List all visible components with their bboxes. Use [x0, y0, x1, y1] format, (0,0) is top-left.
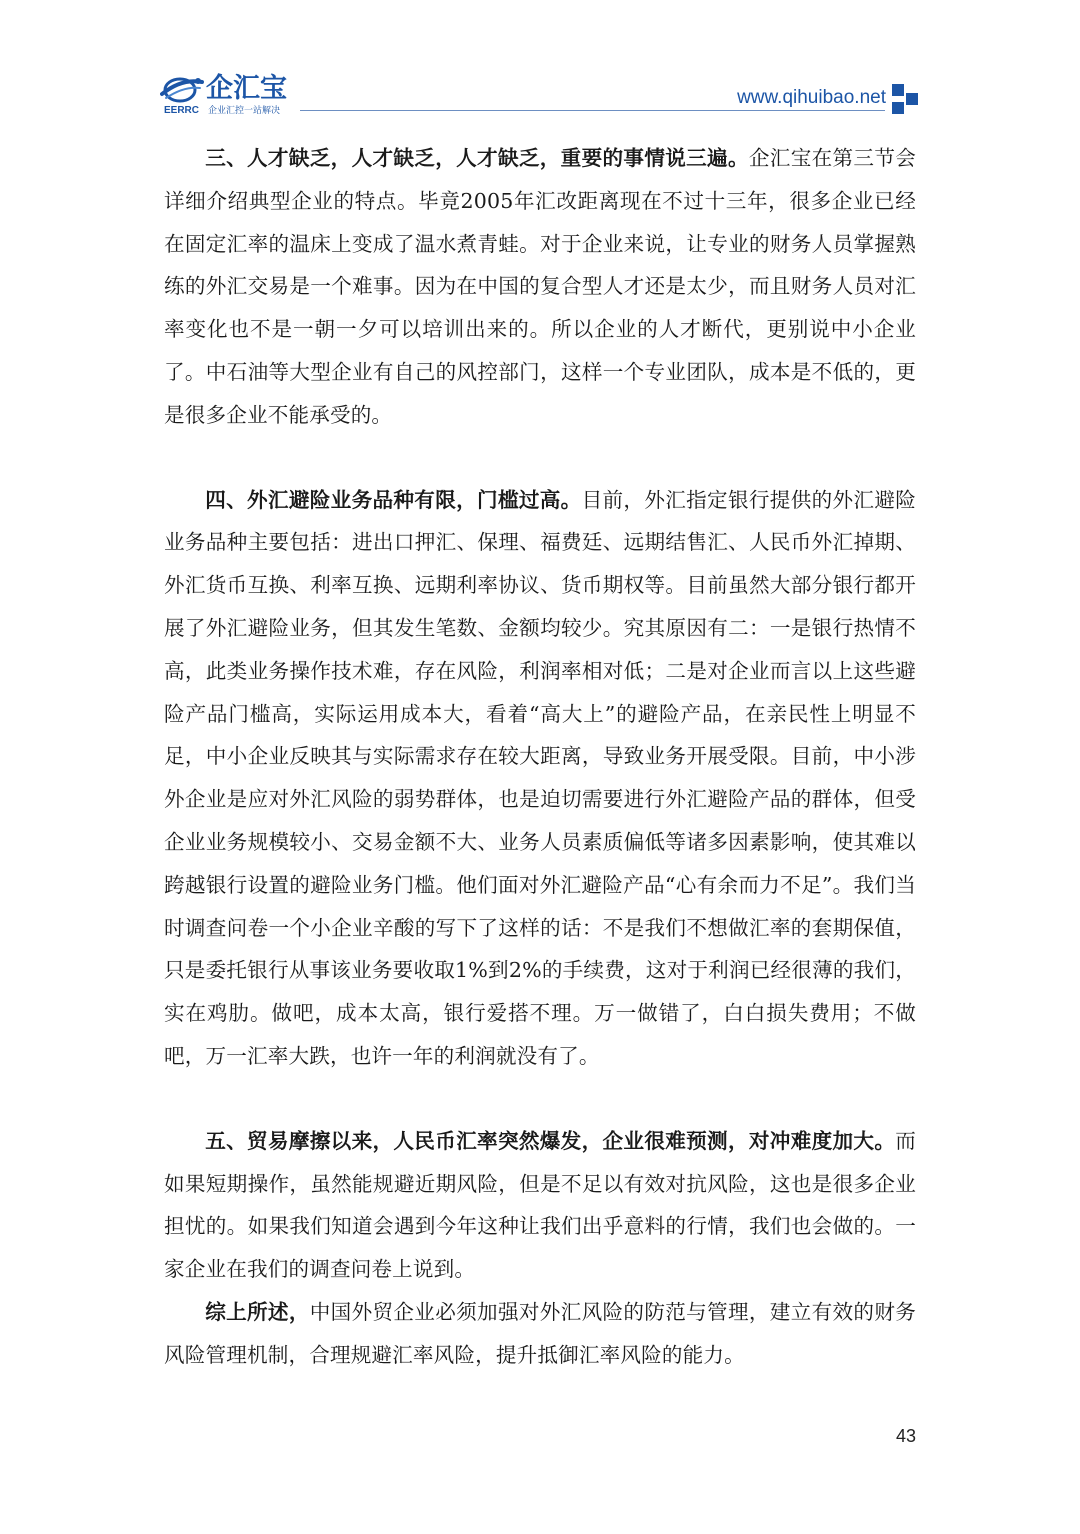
paragraph-heading: 五、贸易摩擦以来，人民币汇率突然爆发，企业很难预测，对冲难度加大。 [205, 1128, 896, 1153]
page-header [0, 0, 1080, 130]
page-number: 43 [896, 1426, 917, 1446]
paragraph-spacer [164, 437, 916, 479]
paragraph-text: 目前，外汇指定银行提供的外汇避险业务品种主要包括：进出口押汇、保理、福费廷、远期结售汇、人民币外汇掉期、外汇货币互换、利率互换、远期利率协议、货币期权等。目前虽然大部分银行都开展了外汇避险业务，但其发生笔数、金额均较少。究其原因有二：一是银行热情不高，此类业务操作技术难，存在风险，利润率相对低；二是对企业而言以上这些避险产品门槛高，实际运用成本大，看着“高大上”的避险产品，在亲民性上明显不足，中小企业反映其与实际需求存在较大距离，导致业务开展受限。目前，中小涉外企业是应对外汇风险的弱势群体，也是迫切需要进行外汇避险产品的群体，但受企业业务规模较小、交易金额不大、业务人员素质偏低等诸多因素影响，使其难以跨越银行设置的避险业务门槛。他们面对外汇避险产品“心有余而力不足”。我们当时调查问卷一个小企业辛酸的写下了这样的话：不是我们不想做汇率的套期保值，只是委托银行从事该业务要收取1%到2%的手续费，这对于利润已经很薄的我们，实在鸡肋。做吧，成本太高，银行爱搭不理。万一做错了，白白损失费用；不做吧，万一汇率大跌，也许一年的利润就没有了。 [164, 487, 916, 1068]
paragraph-talent-shortage [164, 137, 916, 437]
logo-tagline: 企业汇控一站解决 [208, 106, 281, 116]
paragraph-spacer [164, 1078, 916, 1120]
paragraph-heading: 综上所述， [205, 1299, 310, 1324]
paragraph-heading: 四、外汇避险业务品种有限，门槛过高。 [205, 487, 582, 512]
squares-logo-icon [892, 84, 920, 114]
article-body [164, 137, 916, 1377]
logo-title: 企汇宝 [206, 73, 287, 104]
website-url: www.qihuibao.net [737, 87, 886, 108]
header-divider [300, 110, 885, 111]
paragraph-hedging-products [164, 479, 916, 1078]
globe-logo-icon [160, 74, 204, 104]
paragraph-heading: 三、人才缺乏，人才缺乏，人才缺乏，重要的事情说三遍。 [205, 146, 749, 170]
company-logo [160, 74, 310, 122]
paragraph-text: 企汇宝在第三节会详细介绍典型企业的特点。毕竟2005年汇改距离现在不过十三年，很多企业已经在固定汇率的温床上变成了温水煮青蛙。对于企业来说，让专业的财务人员掌握熟练的外汇交易是一个难事。因为在中国的复合型人才还是太少，而且财务人员对汇率变化也不是一朝一夕可以培训出来的。所以企业的人才断代，更别说中小企业了。中石油等大型企业有自己的风控部门，这样一个专业团队，成本是不低的，更是很多企业不能承受的。 [164, 146, 916, 427]
paragraph-text: 中国外贸企业必须加强对外汇风险的防范与管理，建立有效的财务风险管理机制，合理规避汇率风险，提升抵御汇率风险的能力。 [164, 1299, 916, 1367]
logo-abbreviation: EERRC [164, 105, 200, 116]
paragraph-text: 而如果短期操作，虽然能规避近期风险，但是不足以有效对抗风险，这也是很多企业担忧的。如果我们知道会遇到今年这种让我们出乎意料的行情，我们也会做的。一家企业在我们的调查问卷上说到。 [164, 1128, 916, 1282]
paragraph-trade-friction [164, 1120, 916, 1291]
paragraph-conclusion [164, 1291, 916, 1377]
